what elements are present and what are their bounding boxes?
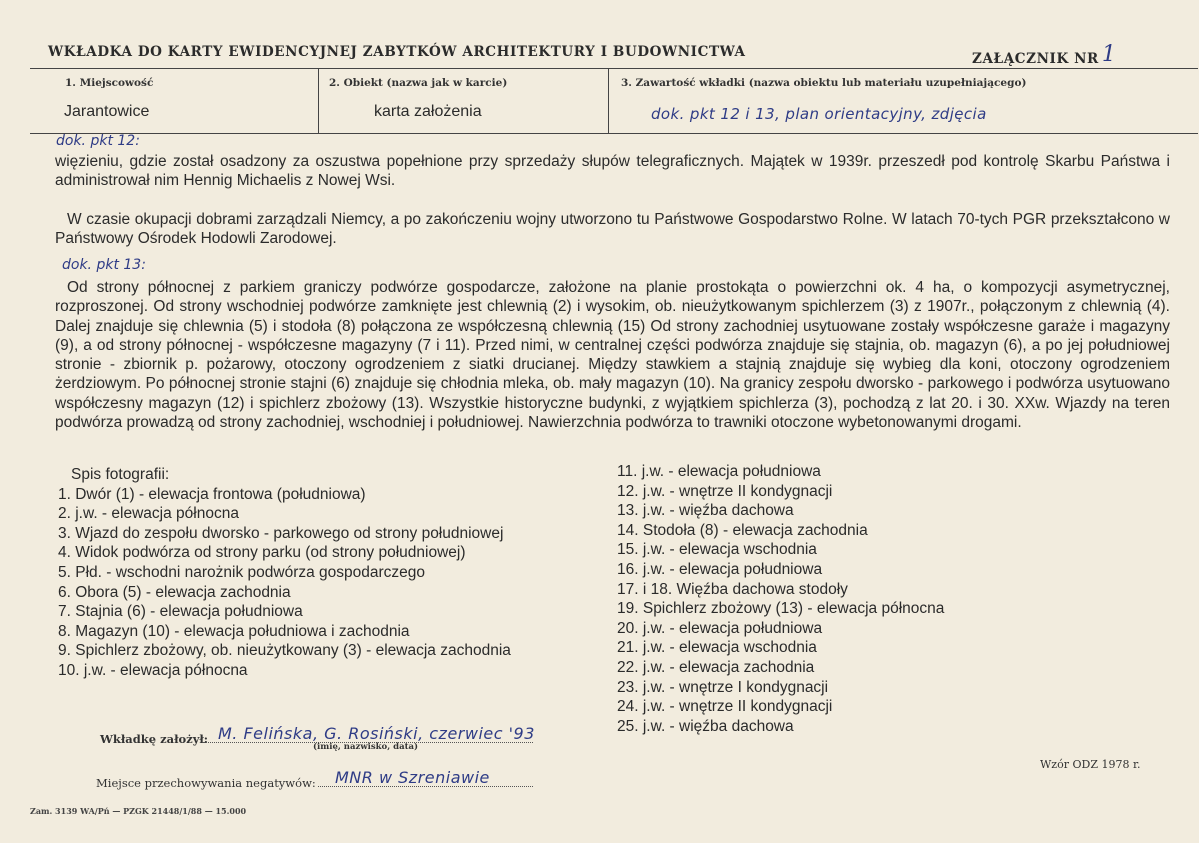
annex-heading bbox=[972, 44, 1116, 69]
photo-item: 15. j.w. - elewacja wschodnia bbox=[617, 541, 817, 559]
photo-item: 17. i 18. Więźba dachowa stodoły bbox=[617, 580, 848, 598]
photo-list-right bbox=[617, 462, 944, 736]
photo-item: 2. j.w. - elewacja północna bbox=[58, 505, 239, 523]
note-point-12: dok. pkt 12: bbox=[56, 133, 140, 149]
annex-label: ZAŁĄCZNIK NR bbox=[972, 51, 1099, 67]
note-point-13: dok. pkt 13: bbox=[62, 257, 146, 273]
photo-item: 19. Spichlerz zbożowy (13) - elewacja północna bbox=[617, 600, 945, 618]
negatives-location-label: Miejsce przechowywania negatywów: bbox=[96, 776, 316, 790]
photo-list-left bbox=[58, 465, 511, 681]
photo-item: 5. Płd. - wschodni narożnik podwórza gospodarczego bbox=[58, 563, 426, 581]
paragraph-1: więzieniu, gdzie został osadzony za oszustwa popełnione przy sprzedaży słupów telegraficznych. Majątek w 1939r. przeszedł pod kontrolę Skarbu Państwa i administrował nim Hennig Michaelis z Nowej Wsi. bbox=[55, 153, 1170, 190]
photo-item: 10. j.w. - elewacja północna bbox=[58, 661, 248, 679]
content-value: dok. pkt 12 i 13, plan orientacyjny, zdjęcia bbox=[651, 105, 987, 123]
locality-label: 1. Miejscowość bbox=[65, 77, 154, 89]
photo-list-title: Spis fotografii: bbox=[71, 466, 170, 483]
founded-by-caption: (imię, nazwisko, data) bbox=[313, 742, 419, 752]
photo-item: 8. Magazyn (10) - elewacja południowa i zachodnia bbox=[58, 622, 410, 640]
annex-number: 1 bbox=[1101, 42, 1117, 67]
paragraph-3: Od strony północnej z parkiem graniczy podwórze gospodarcze, założone na planie prostokąta o powierzchni ok. 4 ha, o kompozycji asymetrycznej, rozproszonej. Od strony wschodniej podwórze zamknięte jest chlewnią (2) i wysokim, ob. nieużytkowanym spichlerzem (3) z 1907r., połączonym z chlewnią (4). Dalej znajduje się chlewnia (5) i stodoła (8) połączona ze współczesną chlewnią (15) Od strony zachodniej usytuowane zostały współczesne garaże i magazyny (9), a od strony północnej - współczesne magazyny (7 i 11). Przed nimi, w centralnej części podwórza znajduje się stajnia, ob. magazyn (6), a po jej południowej stronie - zbiornik p. pożarowy, otoczony ogrodzeniem z siatki drucianej. Między stawkiem a stajnią znajduje się wybieg dla koni, otoczony ogrodzeniem żerdziowym. Po północnej stronie stajni (6) znajduje się chłodnia mleka, ob. mały magazyn (10). Na granicy zespołu dworsko - parkowego i podwórza usytuowano współczesny magazyn (12) i spichlerz zbożowy (13). Wszystkie historyczne budynki, z wyjątkiem spichlerza (3), pochodzą z lat 20. i 30. XXw. Wjazdy na teren podwórza prowadzą od strony zachodniej, wschodniej i południowej. Nawierzchnia podwórza to trawniki otoczone wybetonowanymi drogami. bbox=[55, 279, 1170, 432]
negatives-location-value: MNR w Szreniawie bbox=[335, 768, 490, 787]
form-model: Wzór ODZ 1978 r. bbox=[1040, 758, 1141, 771]
photo-item: 1. Dwór (1) - elewacja frontowa (południowa) bbox=[58, 485, 366, 503]
photo-item: 4. Widok podwórza od strony parku (od strony południowej) bbox=[58, 544, 466, 562]
photo-item: 13. j.w. - więźba dachowa bbox=[617, 502, 794, 520]
print-info: Zam. 3139 WA/Pń — PZGK 21448/1/88 — 15.000 bbox=[30, 806, 247, 816]
photo-item: 20. j.w. - elewacja południowa bbox=[617, 619, 823, 637]
photo-item: 6. Obora (5) - elewacja zachodnia bbox=[58, 583, 291, 601]
locality-cell bbox=[30, 69, 318, 133]
photo-item: 24. j.w. - wnętrze II kondygnacji bbox=[617, 698, 833, 716]
photo-item: 14. Stodoła (8) - elewacja zachodnia bbox=[617, 521, 868, 539]
photo-item: 16. j.w. - elewacja południowa bbox=[617, 560, 823, 578]
photo-item: 12. j.w. - wnętrze II kondygnacji bbox=[617, 482, 833, 500]
content-cell bbox=[608, 69, 1199, 133]
header-fields-table bbox=[30, 68, 1198, 134]
photo-item: 22. j.w. - elewacja zachodnia bbox=[617, 658, 815, 676]
object-label: 2. Obiekt (nazwa jak w karcie) bbox=[329, 77, 508, 89]
founded-by-label: Wkładkę założył: bbox=[100, 732, 209, 746]
object-cell bbox=[318, 69, 609, 133]
photo-item: 3. Wjazd do zespołu dworsko - parkowego od strony południowej bbox=[58, 524, 504, 542]
photo-item: 23. j.w. - wnętrze I kondygnacji bbox=[617, 678, 829, 696]
object-value: karta założenia bbox=[374, 103, 482, 120]
form-title: WKŁADKA DO KARTY EWIDENCYJNEJ ZABYTKÓW ARCHITEKTURY I BUDOWNICTWA bbox=[48, 44, 746, 60]
photo-item: 21. j.w. - elewacja wschodnia bbox=[617, 639, 817, 657]
locality-value: Jarantowice bbox=[64, 103, 150, 120]
photo-item: 9. Spichlerz zbożowy, ob. nieużytkowany (3) - elewacja zachodnia bbox=[58, 642, 511, 660]
photo-item: 25. j.w. - więźba dachowa bbox=[617, 717, 794, 735]
content-label: 3. Zawartość wkładki (nazwa obiektu lub materiału uzupełniającego) bbox=[621, 77, 1027, 89]
photo-item: 11. j.w. - elewacja południowa bbox=[617, 463, 821, 480]
founded-by-signature: M. Felińska, G. Rosiński, czerwiec '93 bbox=[218, 724, 535, 743]
photo-item: 7. Stajnia (6) - elewacja południowa bbox=[58, 603, 303, 621]
paragraph-2: W czasie okupacji dobrami zarządzali Niemcy, a po zakończeniu wojny utworzono tu Państwowe Gospodarstwo Rolne. W latach 70-tych PGR przekształcono w Państwowy Ośrodek Hodowli Zarodowej. bbox=[55, 211, 1170, 248]
